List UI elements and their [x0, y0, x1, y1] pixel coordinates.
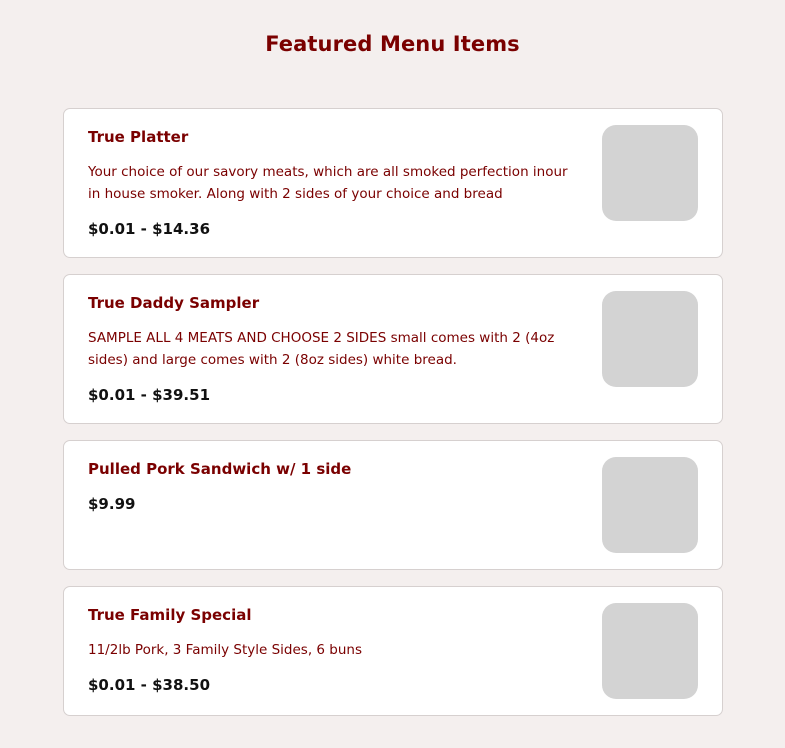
menu-item-image-placeholder[interactable]	[602, 603, 698, 699]
menu-item-price: $9.99	[88, 495, 136, 513]
menu-item-price: $0.01 - $39.51	[88, 386, 210, 404]
menu-item-description: Your choice of our savory meats, which are all smoked perfection inour in house smoker. Along with 2 sides of your choice and bread	[88, 164, 568, 202]
menu-item-description: SAMPLE ALL 4 MEATS AND CHOOSE 2 SIDES small comes with 2 (4oz sides) and large comes with 2 (8oz sides) white bread.	[88, 330, 555, 368]
menu-item-card[interactable]	[63, 440, 723, 570]
menu-list	[63, 108, 723, 732]
page-title: Featured Menu Items	[265, 32, 520, 56]
menu-item-image-placeholder[interactable]	[602, 291, 698, 387]
menu-item-name[interactable]: True Platter	[88, 128, 189, 146]
menu-item-description: 11/2lb Pork, 3 Family Style Sides, 6 buns	[88, 642, 363, 658]
menu-item-image-placeholder[interactable]	[602, 457, 698, 553]
menu-item-image-placeholder[interactable]	[602, 125, 698, 221]
menu-item-name[interactable]: True Family Special	[88, 606, 252, 624]
menu-item-card[interactable]	[63, 586, 723, 716]
menu-item-card[interactable]	[63, 274, 723, 424]
menu-item-card[interactable]	[63, 108, 723, 258]
menu-item-price: $0.01 - $14.36	[88, 220, 210, 238]
menu-item-price: $0.01 - $38.50	[88, 676, 210, 694]
menu-item-name[interactable]: Pulled Pork Sandwich w/ 1 side	[88, 460, 352, 478]
menu-item-name[interactable]: True Daddy Sampler	[88, 294, 260, 312]
